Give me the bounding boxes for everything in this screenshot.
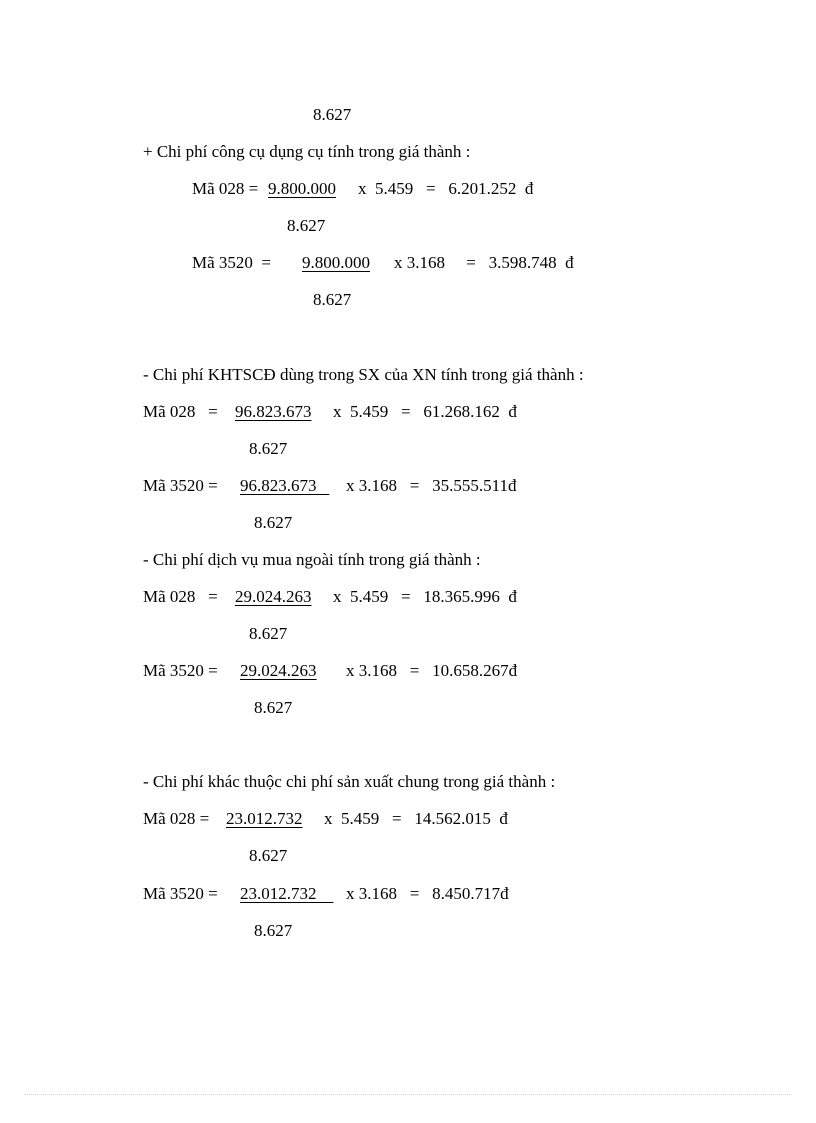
result-ma028-tools: x 5.459 = 6.201.252 đ [358,179,534,198]
section-heading-tools: + Chi phí công cụ dụng cụ tính trong giá thành : [143,142,471,161]
numerator-ma028-depreciation: 96.823.673 [235,402,312,421]
denominator-ma3520-tools: 8.627 [313,290,352,309]
result-ma028-services: x 5.459 = 18.365.996 đ [333,587,517,606]
denominator-top: 8.627 [313,105,352,124]
denominator-ma3520-depreciation: 8.627 [254,513,293,532]
denominator-ma028-depreciation: 8.627 [249,439,288,458]
label-ma3520-tools: Mã 3520 = [192,253,271,272]
numerator-ma028-services: 29.024.263 [235,587,312,606]
label-ma028-services: Mã 028 = [143,587,218,606]
denominator-ma3520-services: 8.627 [254,698,293,717]
result-ma028-depreciation: x 5.459 = 61.268.162 đ [333,402,517,421]
section-heading-services: - Chi phí dịch vụ mua ngoài tính trong giá thành : [143,550,481,569]
section-heading-depreciation: - Chi phí KHTSCĐ dùng trong SX của XN tính trong giá thành : [143,365,584,384]
label-ma3520-other: Mã 3520 = [143,884,218,903]
denominator-ma028-services: 8.627 [249,624,288,643]
label-ma3520-depreciation: Mã 3520 = [143,476,218,495]
label-ma028-other: Mã 028 = [143,809,210,828]
page-footer-divider [24,1094,792,1095]
numerator-ma3520-other: 23.012.732 [240,884,334,903]
numerator-ma3520-depreciation: 96.823.673 [240,476,330,495]
numerator-ma028-other: 23.012.732 [226,809,303,828]
section-heading-other: - Chi phí khác thuộc chi phí sản xuất chung trong giá thành : [143,772,556,791]
result-ma028-other: x 5.459 = 14.562.015 đ [324,809,508,828]
denominator-ma3520-other: 8.627 [254,921,293,940]
label-ma3520-services: Mã 3520 = [143,661,218,680]
numerator-ma3520-services: 29.024.263 [240,661,317,680]
result-ma3520-depreciation: x 3.168 = 35.555.511đ [346,476,517,495]
denominator-ma028-tools: 8.627 [287,216,326,235]
numerator-ma3520-tools: 9.800.000 [302,253,370,272]
numerator-ma028-tools: 9.800.000 [268,179,336,198]
label-ma028-depreciation: Mã 028 = [143,402,218,421]
denominator-ma028-other: 8.627 [249,846,288,865]
result-ma3520-other: x 3.168 = 8.450.717đ [346,884,509,903]
result-ma3520-tools: x 3.168 = 3.598.748 đ [394,253,574,272]
label-ma028-tools: Mã 028 = [192,179,259,198]
result-ma3520-services: x 3.168 = 10.658.267đ [346,661,518,680]
